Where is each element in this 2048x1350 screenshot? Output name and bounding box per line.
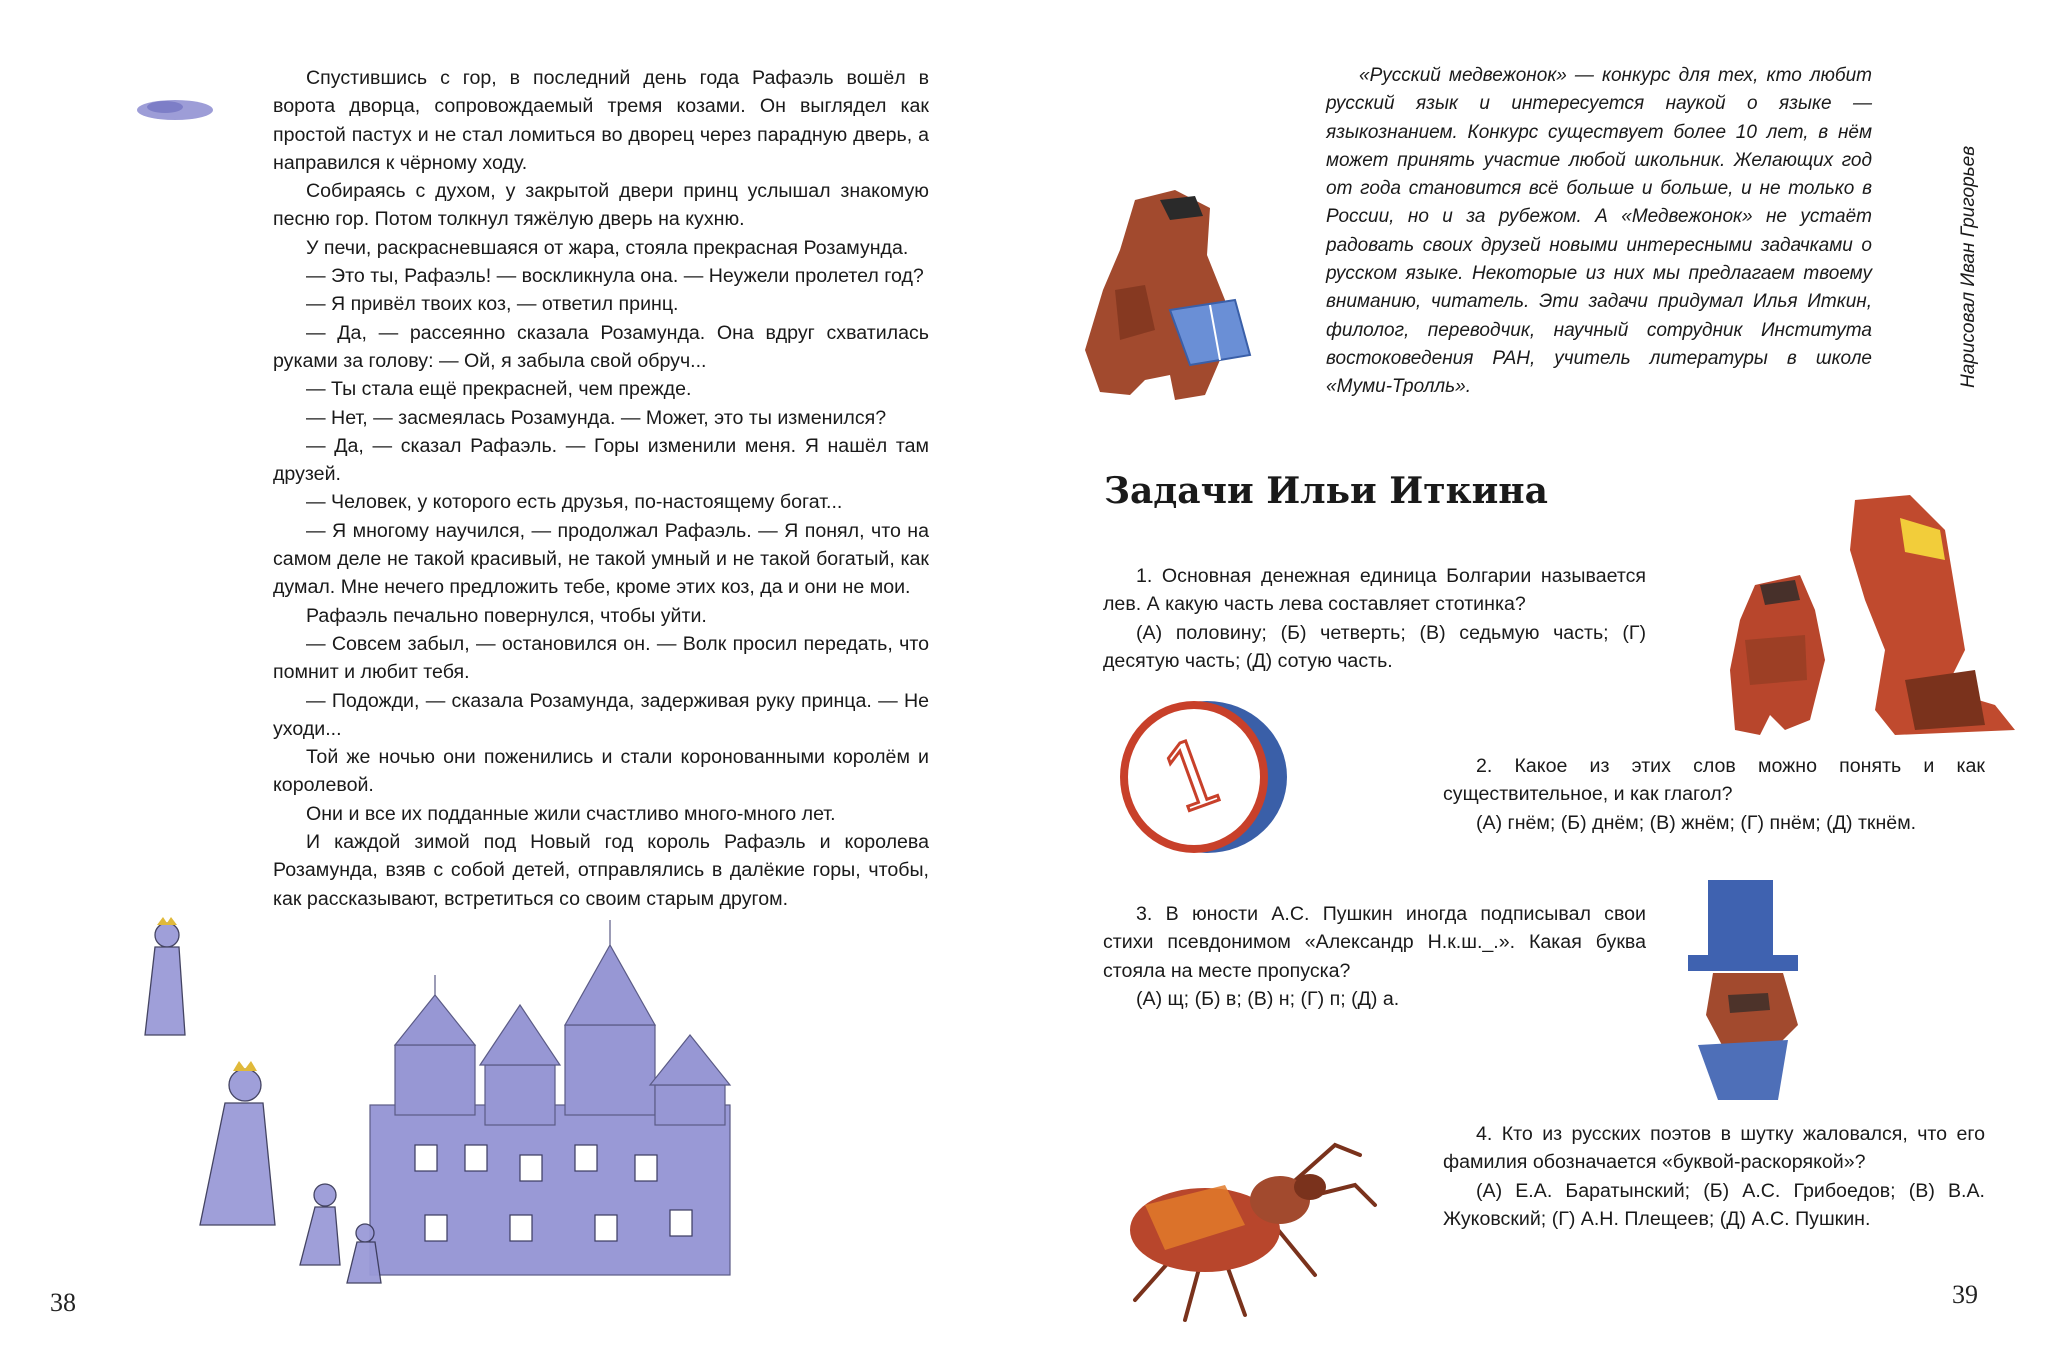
coin-illustration <box>1112 695 1292 860</box>
coin-glyph: 1 <box>1148 717 1239 836</box>
story-paragraph: И каждой зимой под Новый год король Рафаэль и королева Розамунда, взяв с собой детей, отправлялись в далёкие горы, чтобы, как рассказывают, встретиться со своим старым другом. <box>273 831 929 910</box>
task-1 <box>1103 562 1646 675</box>
task-3-answers: (А) щ; (Б) в; (В) н; (Г) п; (Д) а. <box>1136 987 1400 1010</box>
two-bears-illustration <box>1715 490 2035 745</box>
task-1-question: 1. Основная денежная единица Болгарии называется лев. А какую часть лева составляет стотинка? <box>1103 565 1646 616</box>
task-4-question: 4. Кто из русских поэтов в шутку жаловался, что его фамилия обозначается «буквой-раскорякой»? <box>1443 1123 1985 1174</box>
task-3-question: 3. В юности А.С. Пушкин иногда подписывал свои стихи псевдонимом «Александр Н.к.ш._.». Какая буква стояла на месте пропуска? <box>1103 903 1646 982</box>
story-paragraph: Той же ночью они поженились и стали коронованными королём и королевой. <box>273 746 929 797</box>
task-4-answers: (А) Е.А. Баратынский; (Б) А.С. Грибоедов; (В) В.А. Жуковский; (Г) А.Н. Плещеев; (Д) А.С. Пушкин. <box>1443 1179 1985 1230</box>
story-paragraph: — Я многому научился, — продолжал Рафаэль. — Я понял, что на самом деле не такой красивый, не такой умный и не такой богатый, как думал. Мне нечего предложить тебе, кроме этих коз, да и они не мои. <box>273 519 929 599</box>
story-paragraph: У печи, раскрасневшаяся от жара, стояла прекрасная Розамунда. <box>306 236 909 259</box>
illustrator-credit: Нарисовал Иван Григорьев <box>1958 145 1979 388</box>
section-heading: Задачи Ильи Иткина <box>1104 470 1548 512</box>
task-2-question: 2. Какое из этих слов можно понять и как существительное, и как глагол? <box>1443 755 1985 806</box>
task-3 <box>1103 900 1646 1013</box>
story-paragraph: — Совсем забыл, — остановился он. — Волк просил передать, что помнит и любит тебя. <box>273 632 929 684</box>
task-1-answers: (А) половину; (Б) четверть; (В) седьмую часть; (Г) десятую часть; (Д) сотую часть. <box>1103 621 1646 672</box>
story-paragraph: — Нет, — засмеялась Розамунда. — Может, это ты изменился? <box>306 406 887 429</box>
story-paragraph: — Подожди, — сказала Розамунда, задерживая руку принца. — Не уходи... <box>273 689 929 740</box>
story-paragraph: — Да, — сказал Рафаэль. — Горы изменили меня. Я нашёл там друзей. <box>273 434 929 486</box>
story-paragraph: Спустившись с гор, в последний день года Рафаэль вошёл в ворота дворца, сопровождаемый тремя козами. Он выглядел как простой пастух и не стал ломиться во дворец через парадную дверь, а направился к чёрному ходу. <box>273 67 929 174</box>
task-4 <box>1443 1120 1985 1233</box>
story-paragraph: Они и все их подданные жили счастливо много-много лет. <box>306 802 836 825</box>
beetle-illustration <box>1105 1125 1385 1325</box>
intro-paragraph: «Русский медвежонок» — конкурс для тех, кто любит русский язык и интересуется наукой о языке — языкознанием. Конкурс существует более 10 лет, в нём может принять участие любой школьник. Желающих год от года становится всё больше и больше, и не только в России, но и за рубежом. А «Медвежонок» не устаёт радовать своих друзей новыми интересными задачками о русском языке. Некоторые из них мы предлагаем твоему вниманию, читатель. Эти задачи придумал Илья Иткин, филолог, переводчик, научный сотрудник Института востоковедения РАН, учитель литературы в школе «Муми-Тролль». <box>1326 65 1872 398</box>
story-paragraph: — Ты стала ещё прекрасней, чем прежде. <box>306 378 692 401</box>
story-paragraph: Рафаэль печально повернулся, чтобы уйти. <box>306 604 707 627</box>
task-2-answers: (А) гнём; (Б) днём; (В) жнём; (Г) пнём; (Д) ткнём. <box>1476 811 1917 834</box>
story-paragraph: — Человек, у которого есть друзья, по-настоящему богат... <box>306 491 843 514</box>
top-hat-man-illustration <box>1678 875 1818 1105</box>
bear-with-book-illustration <box>1075 180 1265 405</box>
story-paragraph: Собираясь с духом, у закрытой двери принц услышал знакомую песню гор. Потом толкнул тяжёлую дверь на кухню. <box>273 180 929 231</box>
story-paragraph: — Да, — рассеянно сказала Розамунда. Она вдруг схватилась руками за голову: — Ой, я забыла свой обруч... <box>273 321 929 372</box>
story-text <box>273 64 929 913</box>
story-paragraph: — Это ты, Рафаэль! — воскликнула она. — Неужели пролетел год? <box>306 265 924 288</box>
watercolor-cloud-illustration <box>135 95 215 125</box>
story-paragraph: — Я привёл твоих коз, — ответил принц. <box>306 293 679 316</box>
task-2 <box>1443 752 1985 837</box>
intro-text <box>1326 62 1872 402</box>
page-number-right: 39 <box>1952 1280 1978 1309</box>
watercolor-castle-illustration <box>125 915 785 1295</box>
page-number-left: 38 <box>50 1288 76 1317</box>
